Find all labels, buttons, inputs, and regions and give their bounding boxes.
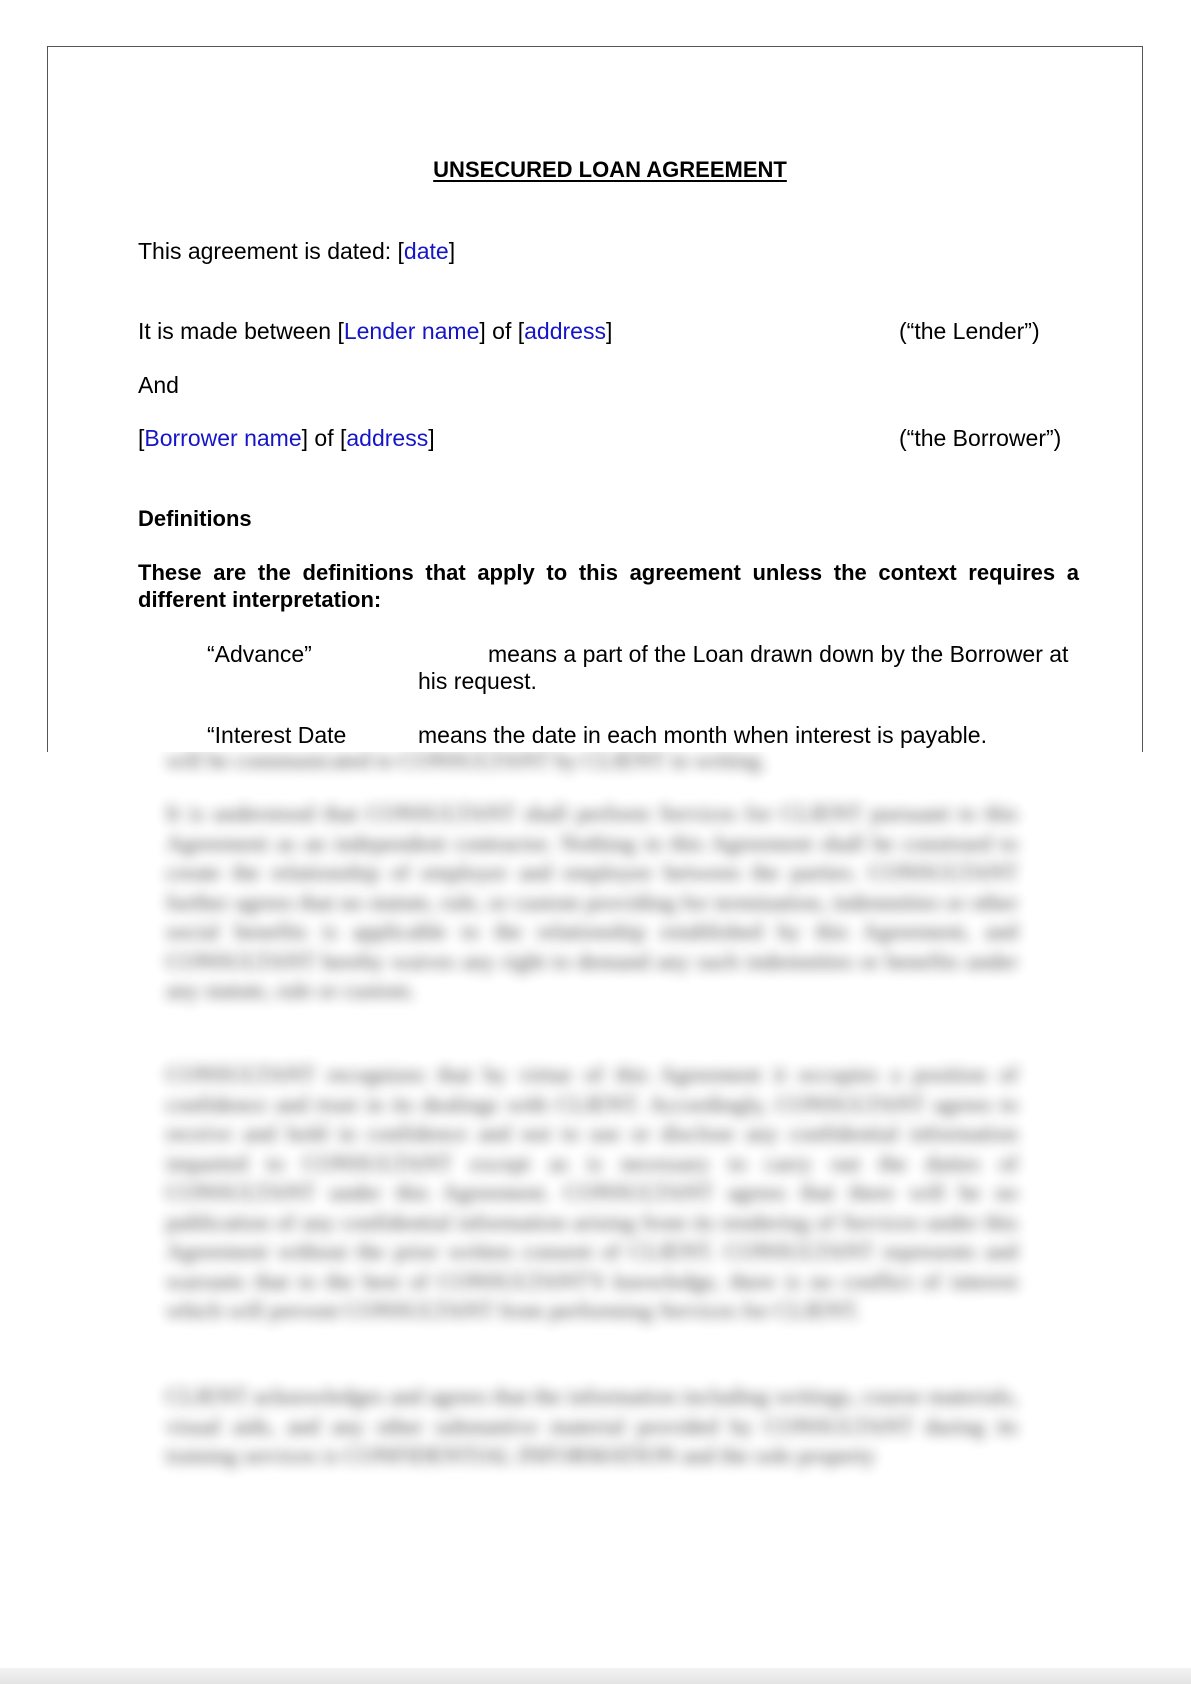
borrower-prefix: [ [138, 425, 145, 451]
definitions-intro-line-1: These are the definitions that apply to this agreement unless the context requires a [138, 560, 1079, 585]
lender-label: (“the Lender”) [899, 318, 1040, 344]
definitions-heading: Definitions [138, 506, 252, 531]
blurred-paragraph-1: It is understood that CONSULTANT shall perform Services for CLIENT pursuant to this Agreement as an independent contractor. Nothing in this Agreement shall be construed to create the relationship of employer and employee between the parties. CONSULTANT further agrees that no statute, rule, or custom providing for termination, indemnities or other social benefits is applicable to the relationship established by this Agreement, and CONSULTANT hereby waives any right to demand any such indemnities or benefits under any statute, rule or custom. [166, 801, 1018, 1003]
borrower-label: (“the Borrower”) [899, 425, 1062, 451]
date-suffix: ] [448, 238, 456, 264]
definition-meaning-advance-line-2: his request. [418, 668, 537, 694]
definition-term-advance: “Advance” [207, 641, 312, 667]
bottom-edge-bar [0, 1668, 1191, 1684]
agreement-date-line [138, 238, 455, 265]
borrower-middle: ] of [ [301, 425, 347, 451]
lender-suffix: ] [605, 318, 613, 344]
borrower-suffix: ] [428, 425, 435, 451]
lender-name-placeholder: Lender name [343, 318, 480, 344]
borrower-name-placeholder: Borrower name [144, 425, 302, 451]
lender-prefix: It is made between [ [138, 318, 344, 344]
blurred-preview [0, 752, 1191, 1622]
borrower-address-placeholder: address [346, 425, 429, 451]
blurred-fragment: will be communicated to CONSULTANT by CLIENT in writing. [166, 752, 767, 773]
definition-meaning-advance-line-1: means a part of the Loan drawn down by the Borrower at [488, 641, 1069, 667]
definitions-intro-line-2: different interpretation: [138, 587, 382, 612]
lender-line [138, 318, 612, 345]
and-text: And [138, 372, 179, 398]
date-placeholder: date [403, 238, 449, 264]
blurred-paragraph-3: CLIENT acknowledges and agrees that the information including writings, course materials, visual aids, and any other substantive material provided by CONSULTANT during its training services is CONFIDENTIAL INFORMATION and the sole property [166, 1384, 1018, 1468]
lender-middle: ] of [ [479, 318, 525, 344]
definition-term-interest-date: “Interest Date [207, 722, 347, 748]
date-prefix: This agreement is dated: [ [138, 238, 404, 264]
borrower-line [138, 425, 435, 452]
lender-address-placeholder: address [524, 318, 606, 344]
document-title: UNSECURED LOAN AGREEMENT [433, 157, 787, 182]
definition-meaning-interest-date: means the date in each month when interest is payable. [418, 722, 987, 748]
blurred-paragraph-2: CONSULTANT recognizes that by virtue of this Agreement it occupies a position of confidence and trust in its dealings with CLIENT. Accordingly, CONSULTANT agrees to receive and hold in confidence and not to use or disclose any confidential information imparted to CONSULTANT except as is necessary to carry out the duties of CONSULTANT under this Agreement. CONSULTANT agrees that there will be no publication of any confidential information arising from its rendering of Services under this Agreement without the prior written consent of CLIENT. CONSULTANT represents and warrants that to the best of CONSULTANT'S knowledge, there is no conflict of interest which will prevent CONSULTANT from performing Services for CLIENT. [166, 1062, 1018, 1323]
